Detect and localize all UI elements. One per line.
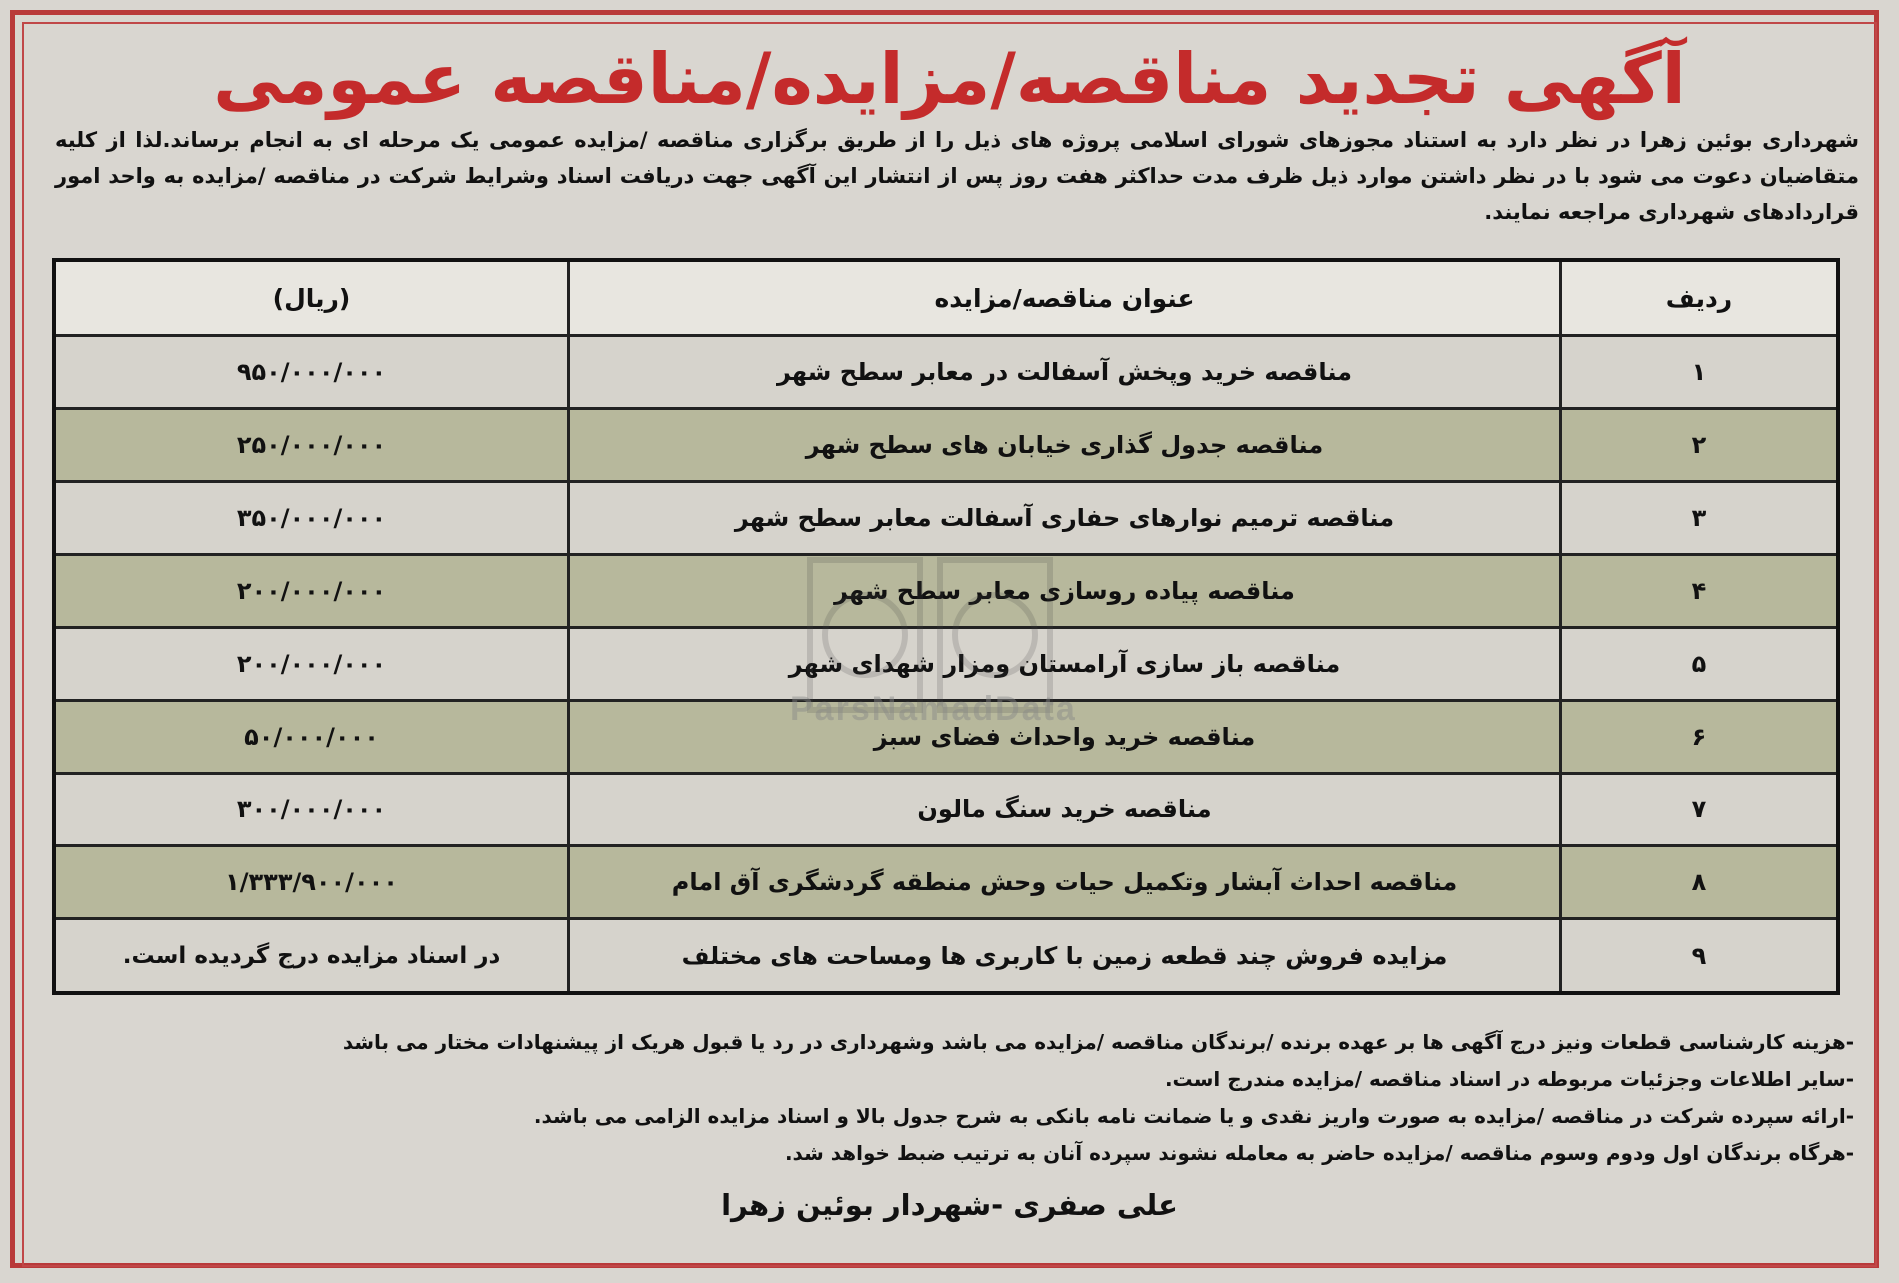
row-title: مناقصه پیاده روسازی معابر سطح شهر	[569, 554, 1561, 627]
row-title: مناقصه جدول گذاری خیابان های سطح شهر	[569, 408, 1561, 481]
row-number: ۸	[1561, 846, 1839, 919]
row-amount: ۲۰۰/۰۰۰/۰۰۰	[54, 627, 569, 700]
row-number: ۶	[1561, 700, 1839, 773]
tender-table	[52, 258, 1840, 995]
signature-line: علی صفری -شهردار بوئین زهرا	[721, 1188, 1178, 1222]
row-number: ۹	[1561, 919, 1839, 993]
table-row	[54, 554, 1838, 627]
note-item: -هزینه کارشناسی قطعات ونیز درج آگهی ها بر عهده برنده /برندگان مناقصه /مزایده می باشد وشهرداری در رد یا قبول هریک از پیشنهادات مختار می باشد	[342, 1030, 1854, 1054]
row-number: ۷	[1561, 773, 1839, 846]
header-title: عنوان مناقصه/مزایده	[569, 260, 1561, 336]
row-number: ۳	[1561, 481, 1839, 554]
row-amount: در اسناد مزایده درج گردیده است.	[54, 919, 569, 993]
header-row-number: ردیف	[1561, 260, 1839, 336]
row-title: مناقصه خرید واحداث فضای سبز	[569, 700, 1561, 773]
row-amount: ۹۵۰/۰۰۰/۰۰۰	[54, 336, 569, 409]
table-row	[54, 481, 1838, 554]
row-amount: ۱/۳۳۳/۹۰۰/۰۰۰	[54, 846, 569, 919]
intro-paragraph: شهرداری بوئین زهرا در نظر دارد به استناد مجوزهای شورای اسلامی پروژه های ذیل را از طریق برگزاری مناقصه /مزایده عمومی یک مرحله ای به انجام برساند.لذا از کلیه متقاضیان دعوت می شود با در نظر داشتن موارد ذیل ظرف مدت حداکثر هفت روز پس از انتشار این آگهی جهت دریافت اسناد وشرایط شرکت در مناقصه /مزایده به واحد امور قراردادهای شهرداری مراجعه نمایند.	[55, 128, 1859, 224]
note-item: -ارائه سپرده شرکت در مناقصه /مزایده به صورت واریز نقدی و یا ضمانت نامه بانکی به شرح جدول بالا و اسناد مزایده الزامی می باشد.	[533, 1104, 1854, 1128]
row-title: مناقصه باز سازی آرامستان ومزار شهدای شهر	[569, 627, 1561, 700]
note-item: -سایر اطلاعات وجزئیات مربوطه در اسناد مناقصه /مزایده مندرج است.	[1164, 1067, 1854, 1091]
table-row	[54, 336, 1838, 409]
row-title: مناقصه خرید وپخش آسفالت در معابر سطح شهر	[569, 336, 1561, 409]
row-amount: ۲۵۰/۰۰۰/۰۰۰	[54, 408, 569, 481]
notes-list	[180, 1024, 1854, 1172]
row-amount: ۵۰/۰۰۰/۰۰۰	[54, 700, 569, 773]
row-amount: ۳۵۰/۰۰۰/۰۰۰	[54, 481, 569, 554]
row-amount: ۳۰۰/۰۰۰/۰۰۰	[54, 773, 569, 846]
table-row	[54, 773, 1838, 846]
row-title: مناقصه خرید سنگ مالون	[569, 773, 1561, 846]
row-title: مناقصه احداث آبشار وتکمیل حیات وحش منطقه گردشگری آق امام	[569, 846, 1561, 919]
page-title: آگهی تجدید مناقصه/مزایده/مناقصه عمومی	[213, 38, 1686, 120]
table-row	[54, 408, 1838, 481]
table-row	[54, 919, 1838, 993]
note-item: -هرگاه برندگان اول ودوم وسوم مناقصه /مزایده حاضر به معامله نشوند سپرده آنان به ترتیب ضبط خواهد شد.	[784, 1141, 1854, 1165]
row-number: ۱	[1561, 336, 1839, 409]
row-number: ۲	[1561, 408, 1839, 481]
table-header-row	[54, 260, 1838, 336]
table-row	[54, 846, 1838, 919]
row-title: مناقصه ترمیم نوارهای حفاری آسفالت معابر سطح شهر	[569, 481, 1561, 554]
watermark-text: ParsNamadData	[790, 690, 1077, 728]
row-amount: ۲۰۰/۰۰۰/۰۰۰	[54, 554, 569, 627]
row-number: ۵	[1561, 627, 1839, 700]
row-number: ۴	[1561, 554, 1839, 627]
header-amount: (ریال)	[54, 260, 569, 336]
row-title: مزایده فروش چند قطعه زمین با کاربری ها ومساحت های مختلف	[569, 919, 1561, 993]
